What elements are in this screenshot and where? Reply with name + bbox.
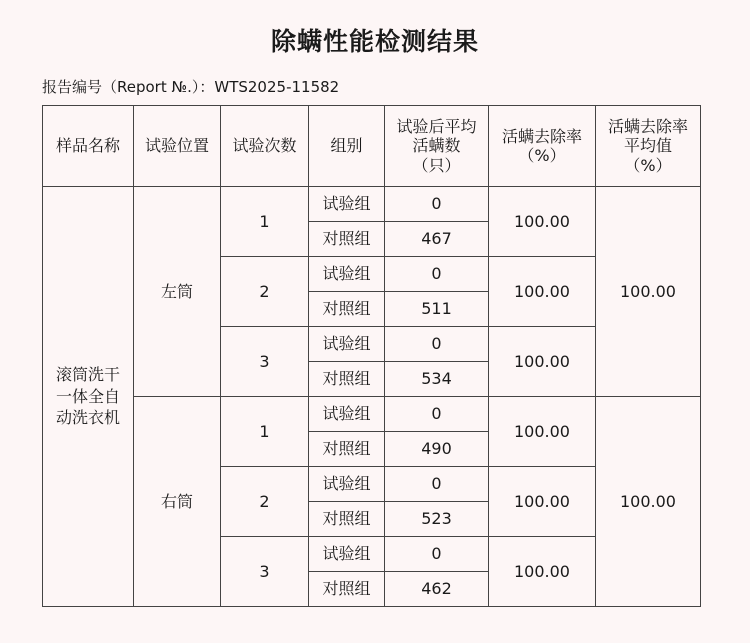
removal-rate-cell: 100.00 xyxy=(489,187,596,257)
test-mites-cell: 0 xyxy=(385,397,489,432)
table-row xyxy=(43,397,701,432)
group-control-cell: 对照组 xyxy=(309,222,385,257)
header-test-position: 试验位置 xyxy=(134,106,221,187)
run-number-cell: 2 xyxy=(221,467,309,537)
control-mites-cell: 511 xyxy=(385,292,489,327)
position-cell: 右筒 xyxy=(134,397,221,607)
header-avg-live-mites: 试验后平均 活螨数 （只） xyxy=(385,106,489,187)
header-removal-rate: 活螨去除率 （%） xyxy=(489,106,596,187)
group-control-cell: 对照组 xyxy=(309,502,385,537)
average-rate-cell: 100.00 xyxy=(596,397,701,607)
test-mites-cell: 0 xyxy=(385,187,489,222)
results-table xyxy=(42,105,701,607)
control-mites-cell: 534 xyxy=(385,362,489,397)
control-mites-cell: 490 xyxy=(385,432,489,467)
run-number-cell: 1 xyxy=(221,397,309,467)
test-mites-cell: 0 xyxy=(385,327,489,362)
average-rate-cell: 100.00 xyxy=(596,187,701,397)
run-number-cell: 3 xyxy=(221,327,309,397)
control-mites-cell: 467 xyxy=(385,222,489,257)
group-test-cell: 试验组 xyxy=(309,467,385,502)
position-cell: 左筒 xyxy=(134,187,221,397)
header-sample-name: 样品名称 xyxy=(43,106,134,187)
table-row xyxy=(43,187,701,222)
group-control-cell: 对照组 xyxy=(309,432,385,467)
report-number-value: WTS2025-11582 xyxy=(214,78,340,96)
run-number-cell: 3 xyxy=(221,537,309,607)
group-test-cell: 试验组 xyxy=(309,257,385,292)
test-mites-cell: 0 xyxy=(385,537,489,572)
group-test-cell: 试验组 xyxy=(309,327,385,362)
group-test-cell: 试验组 xyxy=(309,187,385,222)
group-control-cell: 对照组 xyxy=(309,292,385,327)
group-test-cell: 试验组 xyxy=(309,397,385,432)
control-mites-cell: 462 xyxy=(385,572,489,607)
table-header-row xyxy=(43,106,701,187)
sample-name-cell: 滚筒洗干一体全自动洗衣机 xyxy=(43,187,134,607)
group-control-cell: 对照组 xyxy=(309,362,385,397)
removal-rate-cell: 100.00 xyxy=(489,537,596,607)
removal-rate-cell: 100.00 xyxy=(489,257,596,327)
group-control-cell: 对照组 xyxy=(309,572,385,607)
run-number-cell: 2 xyxy=(221,257,309,327)
removal-rate-cell: 100.00 xyxy=(489,397,596,467)
header-group: 组别 xyxy=(309,106,385,187)
header-test-count: 试验次数 xyxy=(221,106,309,187)
header-avg-removal-rate: 活螨去除率 平均值 （%） xyxy=(596,106,701,187)
report-number-label: 报告编号（Report №.）： xyxy=(42,78,215,96)
removal-rate-cell: 100.00 xyxy=(489,327,596,397)
page-title: 除螨性能检测结果 xyxy=(270,27,479,56)
run-number-cell: 1 xyxy=(221,187,309,257)
report-number-line xyxy=(42,76,339,97)
test-mites-cell: 0 xyxy=(385,467,489,502)
removal-rate-cell: 100.00 xyxy=(489,467,596,537)
group-test-cell: 试验组 xyxy=(309,537,385,572)
control-mites-cell: 523 xyxy=(385,502,489,537)
test-mites-cell: 0 xyxy=(385,257,489,292)
